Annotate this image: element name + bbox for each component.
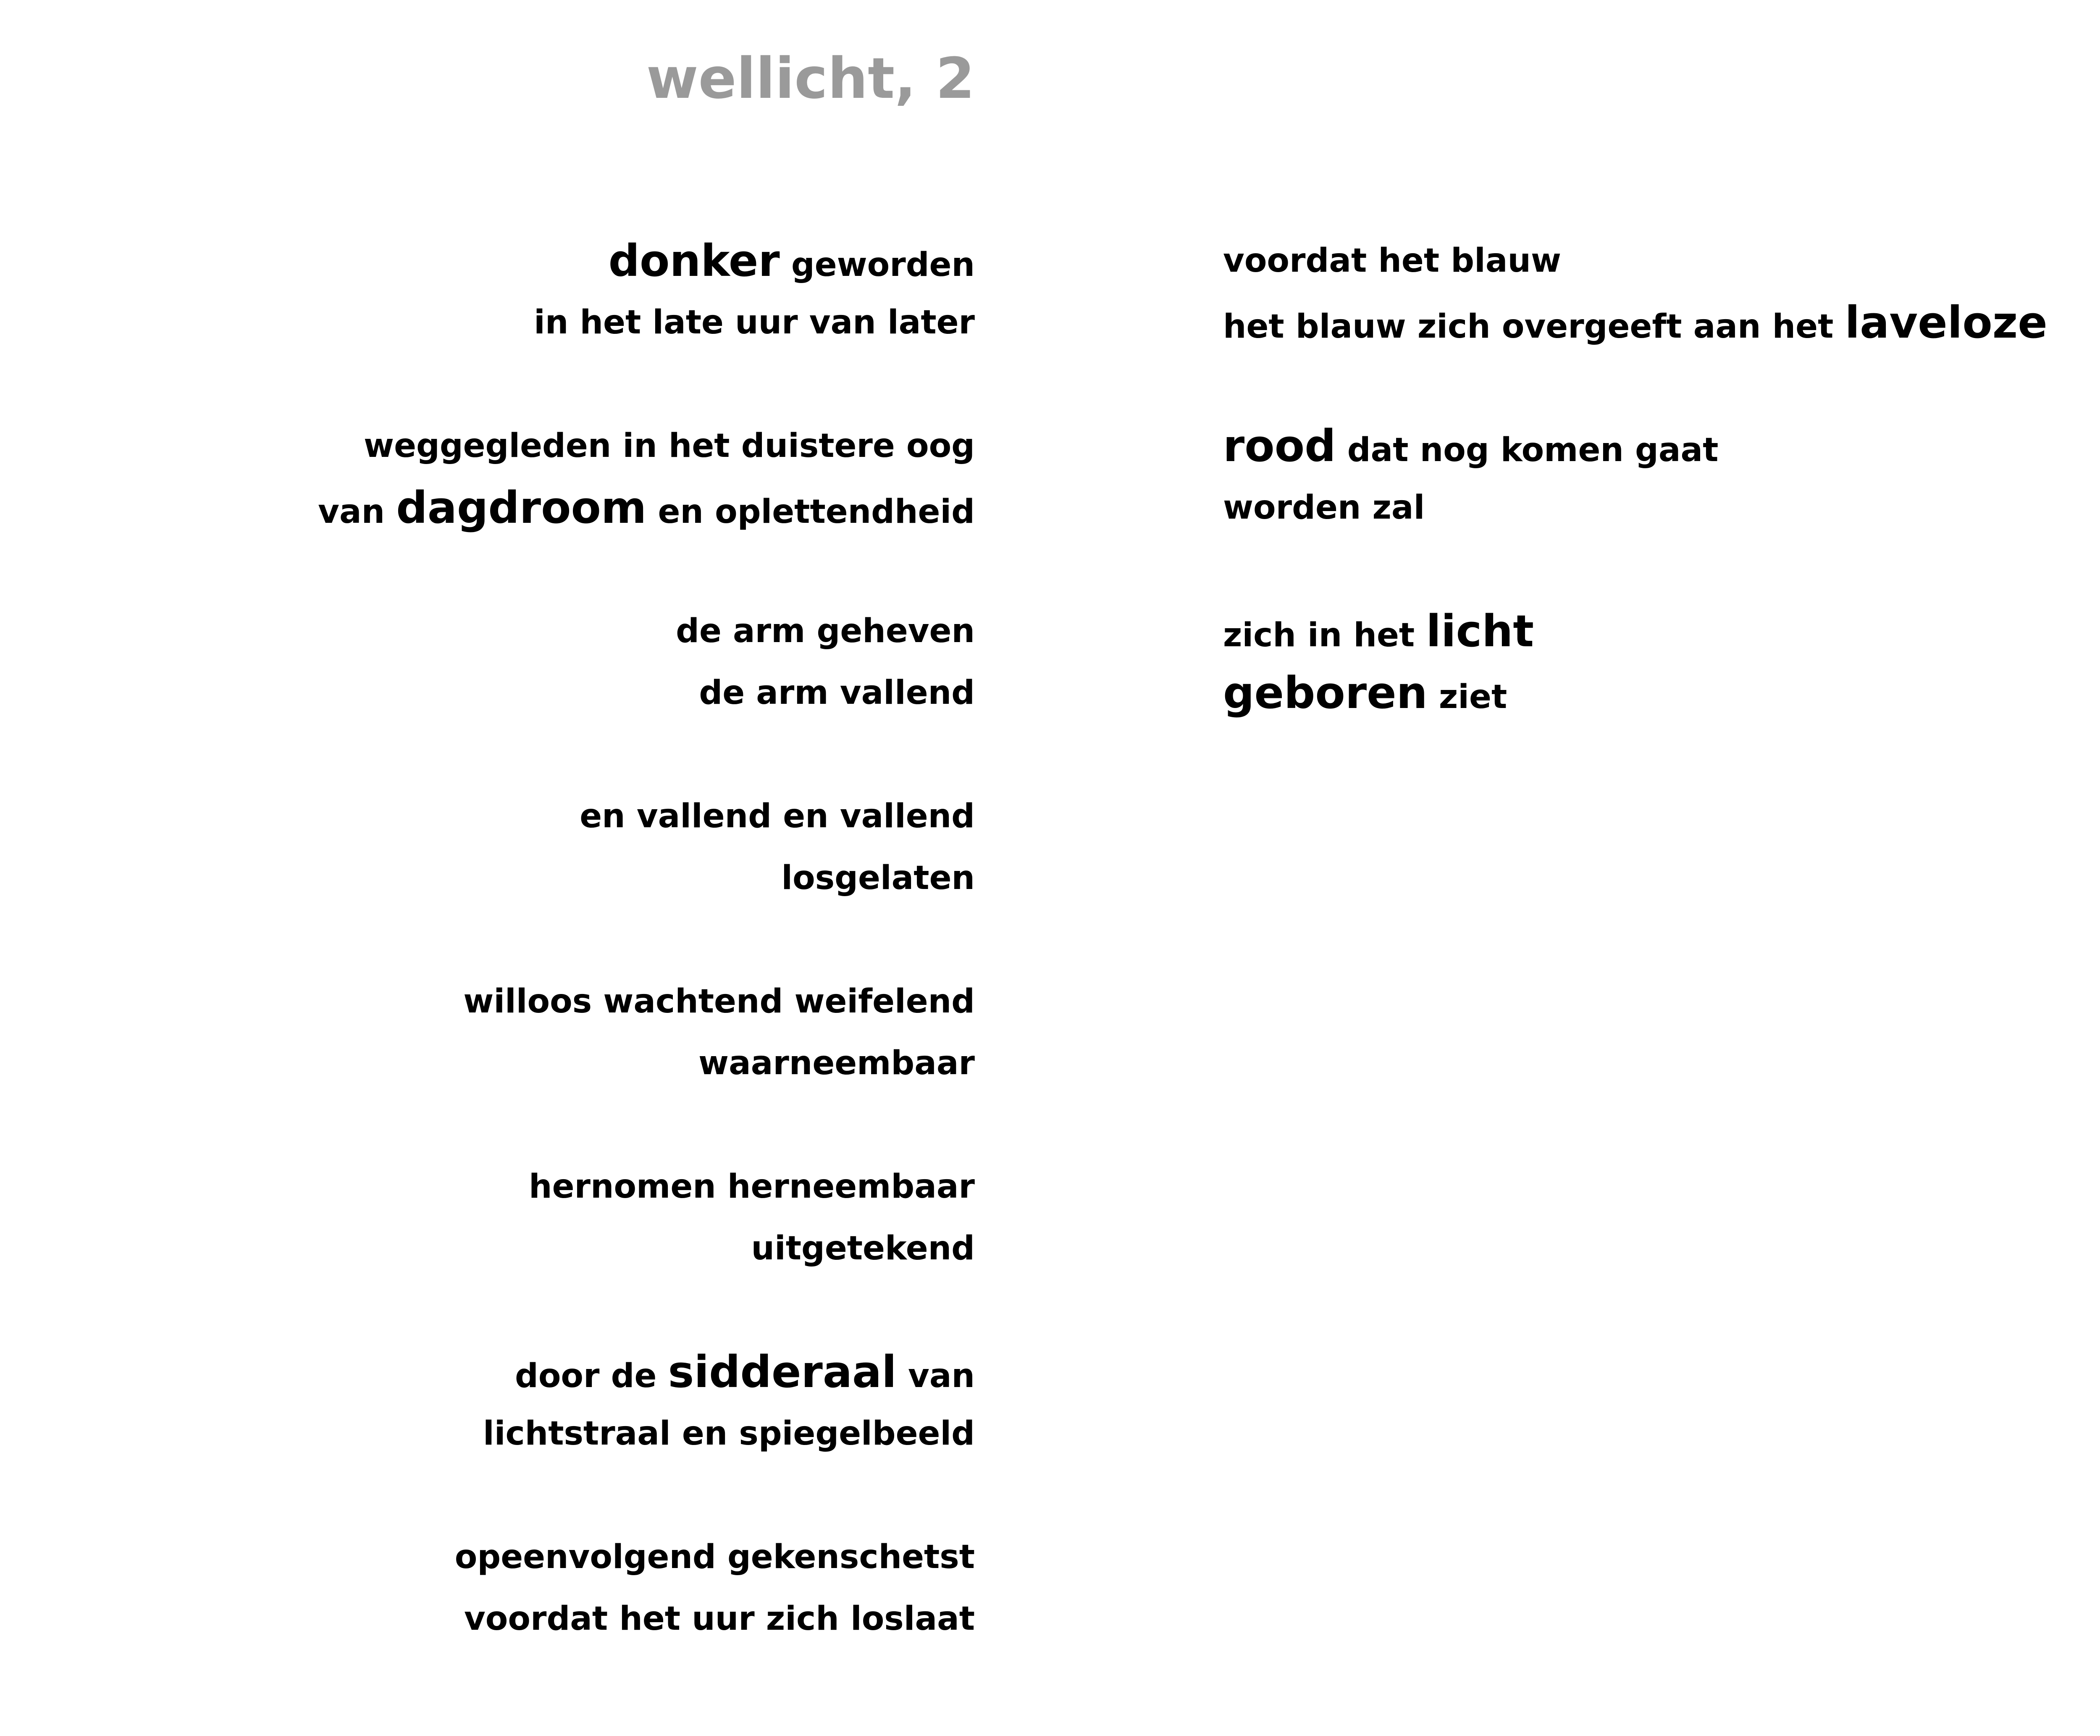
poem-left-column: [318, 230, 975, 1712]
emphasized-word: dagdroom: [396, 482, 647, 533]
line-text: door de: [515, 1357, 668, 1395]
emphasized-word: sidderaal: [668, 1346, 897, 1398]
poem-line: [318, 1341, 975, 1403]
stanza: [318, 601, 975, 724]
poem-line: hernomen herneembaar: [529, 1168, 975, 1206]
emphasized-word: rood: [1223, 420, 1336, 472]
poem-line: de arm vallend: [699, 674, 975, 712]
stanza: [1223, 230, 2048, 354]
poem-line: [318, 230, 975, 292]
poem-line: in het late uur van later: [534, 304, 975, 341]
line-text: ziet: [1427, 678, 1507, 716]
emphasized-word: geboren: [1223, 667, 1428, 719]
poem-title: wellicht, 2: [646, 46, 975, 111]
poem-line: weggegleden in het duistere oog: [364, 427, 975, 465]
emphasized-word: licht: [1426, 606, 1534, 657]
poem-line: uitgetekend: [751, 1230, 975, 1267]
stanza: [318, 1341, 975, 1465]
poem-line: waarneembaar: [698, 1044, 975, 1082]
emphasized-word: donker: [608, 235, 780, 286]
stanza: [318, 786, 975, 909]
line-text: zich in het: [1223, 616, 1426, 654]
poem-line: de arm geheven: [676, 612, 975, 650]
stanza: [318, 1156, 975, 1280]
poem-line: voordat het blauw: [1223, 242, 1562, 280]
poem-line: [1223, 415, 2048, 477]
line-text: en oplettendheid: [646, 493, 975, 531]
poem-line: [1223, 662, 2048, 724]
line-text: het blauw zich overgeeft aan het: [1223, 308, 1845, 346]
stanza: [318, 230, 975, 354]
poem-line: en vallend en vallend: [580, 797, 975, 835]
line-text: van: [318, 493, 396, 531]
stanza: [1223, 601, 2048, 724]
poem-line: [318, 477, 975, 539]
poem-line: losgelaten: [781, 859, 975, 897]
poem-line: worden zal: [1223, 489, 1425, 527]
poem-line: opeenvolgend gekenschetst: [454, 1538, 975, 1576]
stanza: [1223, 415, 2048, 539]
line-text: dat nog komen gaat: [1336, 431, 1719, 469]
stanza: [318, 1526, 975, 1650]
poem-right-column: [1223, 230, 2048, 786]
line-text: geworden: [780, 246, 975, 284]
poem-line: [1223, 601, 2048, 662]
emphasized-word: laveloze: [1845, 297, 2048, 348]
poem-line: willoos wachtend weifelend: [463, 983, 975, 1020]
stanza: [318, 415, 975, 539]
poem-line: [1223, 292, 2048, 354]
poem-line: voordat het uur zich loslaat: [464, 1600, 975, 1638]
stanza: [318, 971, 975, 1094]
poem-line: lichtstraal en spiegelbeeld: [483, 1415, 975, 1453]
line-text: van: [896, 1357, 975, 1395]
